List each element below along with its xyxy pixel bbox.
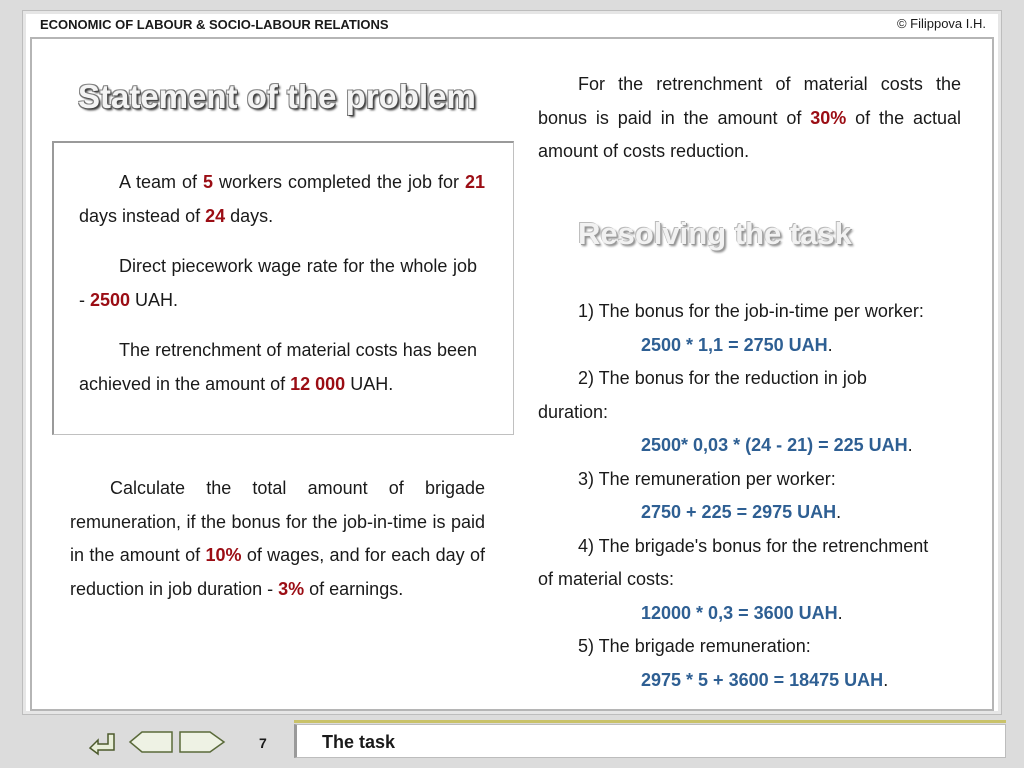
- return-button[interactable]: [84, 730, 124, 763]
- step-1-calc: 2500 * 1,1 = 2750 UAH.: [641, 334, 833, 355]
- return-arrow-icon: [84, 730, 124, 758]
- bonus-time-pct: 10%: [205, 545, 242, 565]
- retrenchment-amount: 12 000: [290, 373, 346, 394]
- bonus-day-pct: 3%: [278, 578, 305, 599]
- step-4-calc: 12000 * 0,3 = 3600 UAH.: [641, 602, 843, 623]
- step-4-label-cont: of material costs:: [538, 569, 675, 589]
- footer-bar: [294, 724, 1006, 758]
- step-2-label-cont: duration:: [538, 401, 609, 422]
- step-3-calc: 2750 + 225 = 2975 UAH.: [641, 502, 842, 522]
- days-actual: 21: [464, 172, 485, 192]
- course-title: ECONOMIC OF LABOUR & SOCIO-LABOUR RELATIONS: [40, 17, 389, 32]
- next-slide-button[interactable]: [178, 730, 226, 759]
- step-1-label: 1) The bonus for the job-in-time per worker:: [578, 301, 924, 321]
- problem-paragraph-retrenchment: The retrenchment of material costs has been achieved in the amount of 12 000 UAH.: [79, 340, 477, 394]
- step-3-label: 3) The remuneration per worker:: [578, 468, 836, 489]
- copyright: © Filippova I.H.: [896, 16, 986, 31]
- workers-count: 5: [202, 172, 213, 192]
- step-5-calc: 2975 * 5 + 3600 = 18475 UAH.: [641, 669, 889, 690]
- problem-paragraph-team: A team of 5 workers completed the job for 21 days instead of 24 days.: [79, 172, 485, 226]
- statement-title: Statement of the problem: [78, 78, 476, 115]
- solution-steps: [538, 295, 968, 697]
- footer-accent: [294, 720, 1006, 723]
- step-4-label: 4) The brigade's bonus for the retrenchment: [578, 535, 929, 556]
- step-2-label: 2) The bonus for the reduction in job: [578, 368, 867, 388]
- material-bonus-pct: 30%: [810, 107, 847, 128]
- task-paragraph: Calculate the total amount of brigade remuneration, if the bonus for the job-in-time is paid in the amount of 10% of wages, and for each day of reduction in job duration - 3% of earnings.: [70, 478, 486, 599]
- section-label: The task: [322, 732, 396, 752]
- material-bonus-paragraph: For the retrenchment of material costs the bonus is paid in the amount of 30% of the actual amount of costs reduction.: [538, 74, 961, 161]
- resolving-title: Resolving the task: [578, 216, 852, 251]
- wage-rate: 2500: [90, 289, 131, 310]
- problem-paragraph-rate: Direct piecework wage rate for the whole job - 2500 UAH.: [79, 256, 477, 310]
- page-number: 7: [259, 735, 267, 751]
- arrow-right-icon: [178, 730, 226, 754]
- step-2-calc: 2500* 0,03 * (24 - 21) = 225 UAH.: [641, 435, 913, 455]
- previous-slide-button[interactable]: [128, 730, 174, 759]
- days-planned: 24: [205, 205, 226, 226]
- step-5-label: 5) The brigade remuneration:: [578, 636, 811, 656]
- arrow-left-icon: [128, 730, 174, 754]
